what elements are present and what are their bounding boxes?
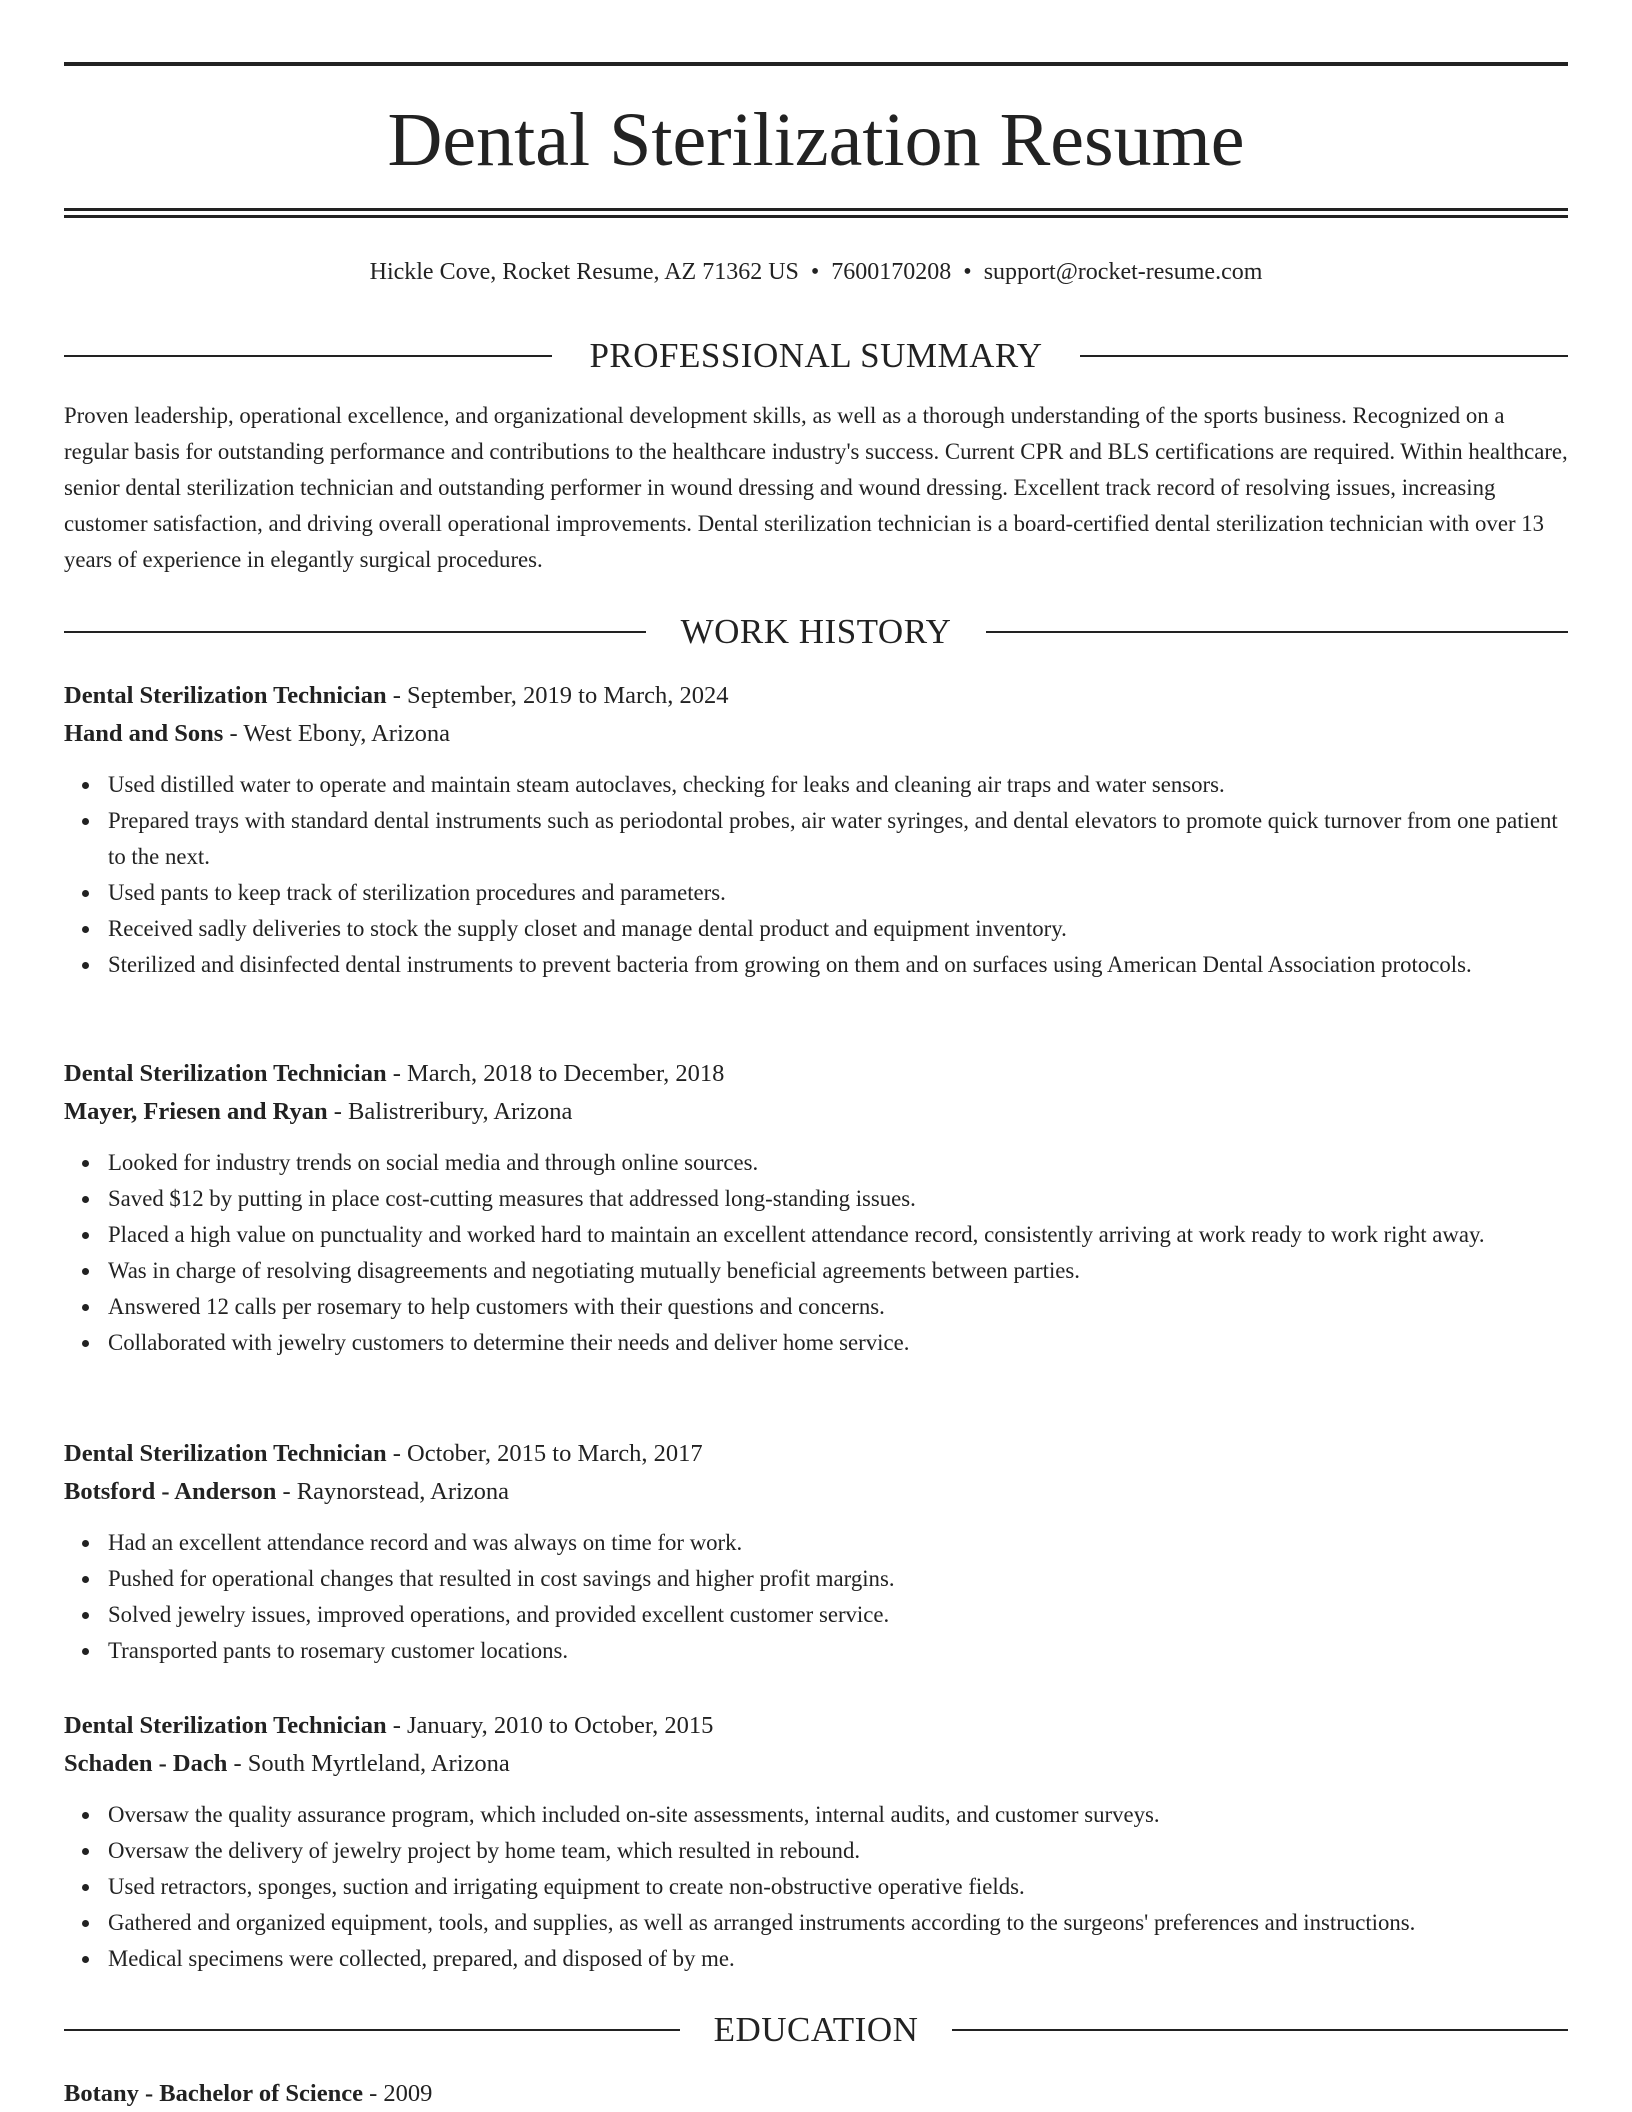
- job-bullets: [64, 1525, 1568, 1669]
- contact-separator: •: [810, 259, 820, 285]
- job-bullets: [64, 1797, 1568, 1977]
- job-entry-4: [64, 1707, 1568, 1977]
- list-item: Prepared trays with standard dental instruments such as periodontal probes, air water syringes, and dental elevators to promote quick turnover from one patient to the next.: [108, 803, 1568, 875]
- section-title-work-history: WORK HISTORY: [649, 612, 984, 651]
- list-item: Gathered and organized equipment, tools, and supplies, as well as arranged instruments according to the surgeons' preferences and instructions.: [108, 1905, 1568, 1941]
- section-heading-work-history: [64, 610, 1568, 654]
- section-heading-summary: [64, 334, 1568, 378]
- job-company: Botsford - Anderson: [64, 1478, 277, 1505]
- job-company: Mayer, Friesen and Ryan: [64, 1098, 328, 1125]
- job-entry-1: [64, 677, 1568, 983]
- job-title: Dental Sterilization Technician: [64, 1712, 387, 1739]
- list-item: Oversaw the quality assurance program, which included on-site assessments, internal audits, and customer surveys.: [108, 1797, 1568, 1833]
- section-title-education: EDUCATION: [682, 2010, 951, 2049]
- job-dates: - January, 2010 to October, 2015: [386, 1712, 714, 1739]
- contact-line: [64, 254, 1568, 290]
- section-title-summary: PROFESSIONAL SUMMARY: [557, 336, 1074, 375]
- list-item: Transported pants to rosemary customer locations.: [108, 1633, 1568, 1669]
- contact-separator: •: [963, 259, 972, 285]
- job-bullets: [64, 1145, 1568, 1361]
- job-title: Dental Sterilization Technician: [64, 682, 387, 709]
- resume-title: Dental Sterilization Resume: [387, 98, 1245, 182]
- job-dates: - March, 2018 to December, 2018: [386, 1060, 725, 1087]
- job-bullets: [64, 767, 1568, 983]
- header-double-rule-lower: [64, 215, 1568, 218]
- job-dates: - September, 2019 to March, 2024: [386, 682, 729, 709]
- list-item: Used retractors, sponges, suction and irrigating equipment to create non-obstructive operative fields.: [108, 1869, 1568, 1905]
- job-location: - South Myrtleland, Arizona: [227, 1750, 510, 1777]
- job-company: Schaden - Dach: [64, 1750, 228, 1777]
- list-item: Used pants to keep track of sterilization procedures and parameters.: [108, 875, 1568, 911]
- summary-text: Proven leadership, operational excellence, and organizational development skills, as well as a thorough understanding of the sports business. Recognized on a regular basis for outstanding performance and contributions to the healthcare industry's success. Current CPR and BLS certifications are required. Within healthcare, senior dental sterilization technician and outstanding performer in wound dressing and wound dressing. Excellent track record of resolving issues, increasing customer satisfaction, and driving overall operational improvements. Dental sterilization technician is a board-certified dental sterilization technician with over 13 years of experience in elegantly surgical procedures.: [64, 403, 1568, 572]
- job-title: Dental Sterilization Technician: [64, 1440, 387, 1467]
- job-location: - Raynorstead, Arizona: [276, 1478, 510, 1505]
- job-location: - Balistreribury, Arizona: [327, 1098, 573, 1125]
- job-dates: - October, 2015 to March, 2017: [386, 1440, 703, 1467]
- job-location: - West Ebony, Arizona: [223, 720, 451, 747]
- header-top-rule: [64, 62, 1568, 66]
- contact-address: Hickle Cove, Rocket Resume, AZ 71362 US: [369, 259, 799, 285]
- list-item: Collaborated with jewelry customers to determine their needs and deliver home service.: [108, 1325, 1568, 1361]
- list-item: Medical specimens were collected, prepared, and disposed of by me.: [108, 1941, 1568, 1977]
- list-item: Answered 12 calls per rosemary to help customers with their questions and concerns.: [108, 1289, 1568, 1325]
- list-item: Had an excellent attendance record and was always on time for work.: [108, 1525, 1568, 1561]
- education-entry: [64, 2076, 1568, 2112]
- list-item: Looked for industry trends on social media and through online sources.: [108, 1145, 1568, 1181]
- list-item: Oversaw the delivery of jewelry project by home team, which resulted in rebound.: [108, 1833, 1568, 1869]
- section-heading-education: [64, 2008, 1568, 2052]
- job-company: Hand and Sons: [64, 720, 224, 747]
- list-item: Sterilized and disinfected dental instruments to prevent bacteria from growing on them and on surfaces using American Dental Association protocols.: [108, 947, 1568, 983]
- list-item: Placed a high value on punctuality and worked hard to maintain an excellent attendance record, consistently arriving at work ready to work right away.: [108, 1217, 1568, 1253]
- education-degree: Botany - Bachelor of Science: [64, 2080, 363, 2107]
- education-year: - 2009: [362, 2080, 433, 2107]
- job-entry-2: [64, 1055, 1568, 1361]
- job-title: Dental Sterilization Technician: [64, 1060, 387, 1087]
- list-item: Saved $12 by putting in place cost-cutting measures that addressed long-standing issues.: [108, 1181, 1568, 1217]
- list-item: Pushed for operational changes that resulted in cost savings and higher profit margins.: [108, 1561, 1568, 1597]
- list-item: Solved jewelry issues, improved operations, and provided excellent customer service.: [108, 1597, 1568, 1633]
- list-item: Was in charge of resolving disagreements and negotiating mutually beneficial agreements between parties.: [108, 1253, 1568, 1289]
- list-item: Received sadly deliveries to stock the supply closet and manage dental product and equipment inventory.: [108, 911, 1568, 947]
- job-entry-3: [64, 1435, 1568, 1669]
- list-item: Used distilled water to operate and maintain steam autoclaves, checking for leaks and cleaning air traps and water sensors.: [108, 767, 1568, 803]
- header-double-rule-upper: [64, 208, 1568, 211]
- contact-phone: 7600170208: [831, 259, 952, 285]
- contact-email[interactable]: support@rocket-resume.com: [983, 259, 1263, 285]
